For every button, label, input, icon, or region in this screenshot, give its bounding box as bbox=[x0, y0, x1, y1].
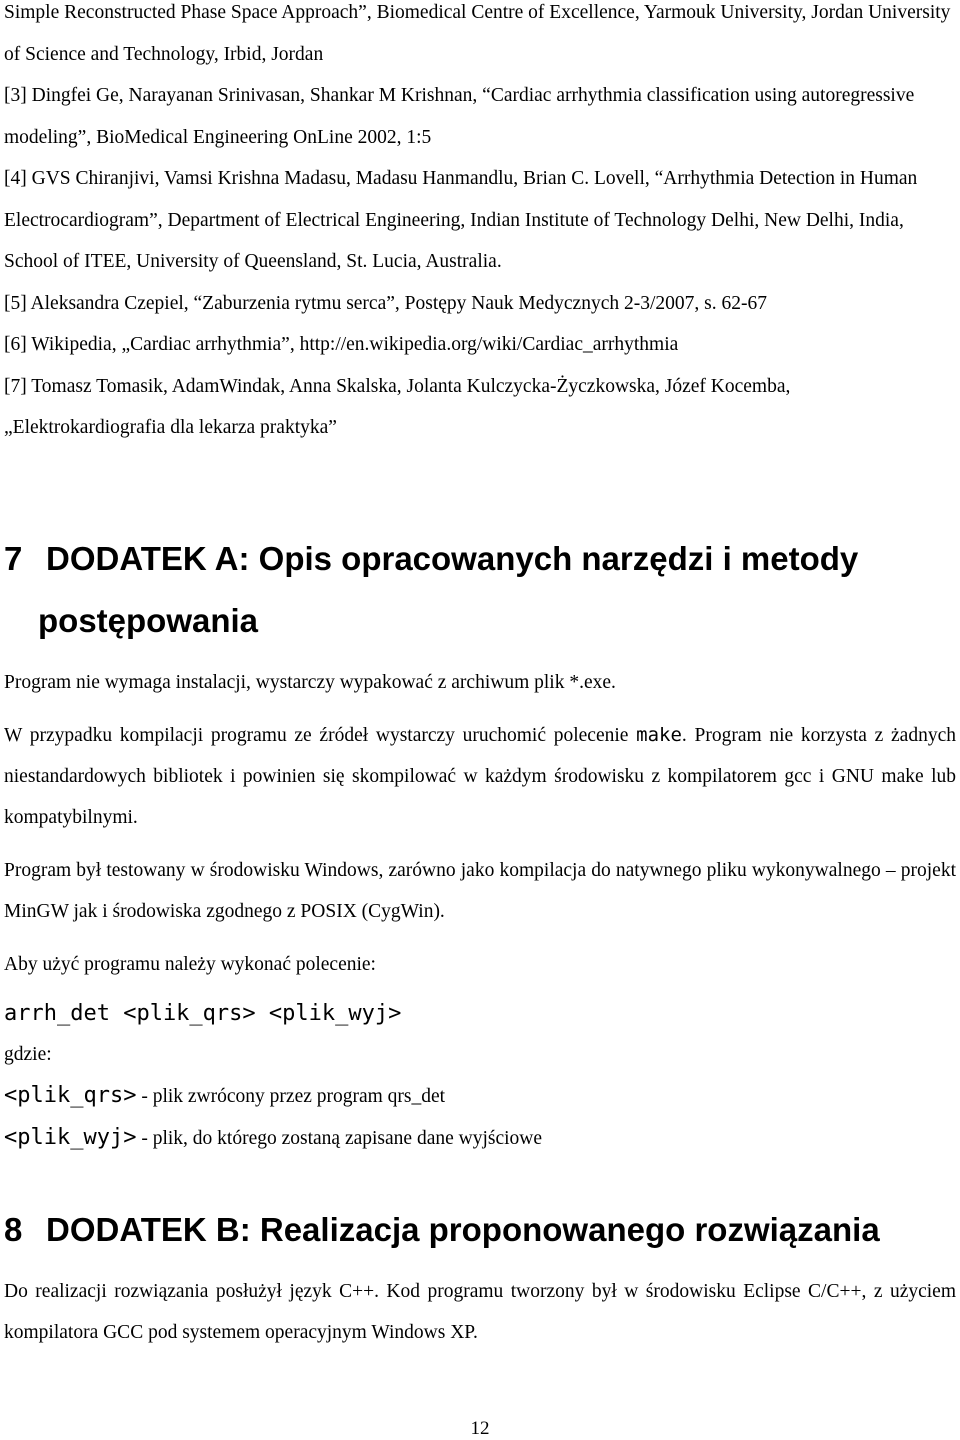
argument-text: - plik, do którego zostaną zapisane dane wyjściowe bbox=[136, 1128, 543, 1149]
section-number: 8 bbox=[4, 1211, 23, 1248]
argument-description bbox=[4, 1117, 956, 1159]
argument-code: <plik_qrs> bbox=[4, 1083, 137, 1108]
reference-item: [4] GVS Chiranjivi, Vamsi Krishna Madasu, Madasu Hanmandlu, Brian C. Lovell, “Arrhythmia Detection in Human Electrocardiogram”, Department of Electrical Engineering, Indian Institute of Technology Delhi, New Delhi, India, School of ITEE, University of Queensland, St. Lucia, Australia. bbox=[4, 168, 918, 272]
section-8-heading bbox=[4, 1199, 956, 1261]
paragraph: Program był testowany w środowisku Windows, zarówno jako kompilacja do natywnego pliku wykonywalnego – projekt MinGW jak i środowiska zgodnego z POSIX (CygWin). bbox=[4, 860, 956, 922]
reference-item: [6] Wikipedia, „Cardiac arrhythmia”, http://en.wikipedia.org/wiki/Cardiac_arrhythmia bbox=[4, 334, 679, 355]
argument-text: - plik zwrócony przez program qrs_det bbox=[136, 1086, 446, 1107]
page-number: 12 bbox=[470, 1418, 490, 1439]
section-7-heading bbox=[4, 528, 956, 652]
paragraph bbox=[4, 715, 956, 838]
inline-code: make bbox=[636, 724, 682, 746]
section-title: DODATEK B: Realizacja proponowanego rozwiązania bbox=[46, 1211, 880, 1248]
paragraph: gdzie: bbox=[4, 1044, 52, 1065]
reference-list bbox=[4, 0, 956, 449]
paragraph-text: W przypadku kompilacji programu ze źródeł wystarczy uruchomić polecenie bbox=[4, 725, 637, 746]
section-7-body bbox=[4, 662, 956, 1159]
paragraph: Aby użyć programu należy wykonać polecenie: bbox=[4, 954, 376, 975]
reference-item: [3] Dingfei Ge, Narayanan Srinivasan, Shankar M Krishnan, “Cardiac arrhythmia classification using autoregressive modeling”, BioMedical Engineering OnLine 2002, 1:5 bbox=[4, 85, 915, 148]
document-page bbox=[4, 0, 956, 1440]
section-7 bbox=[4, 528, 956, 652]
section-8 bbox=[4, 1199, 956, 1353]
paragraph: Do realizacji rozwiązania posłużył język C++. Kod programu tworzony był w środowisku Eclipse C/C++, z użyciem kompilatora GCC pod systemem operacyjnym Windows XP. bbox=[4, 1281, 956, 1343]
paragraph: Program nie wymaga instalacji, wystarczy wypakować z archiwum plik *.exe. bbox=[4, 672, 616, 693]
section-title-line1: DODATEK A: Opis opracowanych narzędzi i metody bbox=[46, 540, 859, 577]
section-title-line2: postępowania bbox=[38, 602, 259, 639]
reference-item: Simple Reconstructed Phase Space Approach”, Biomedical Centre of Excellence, Yarmouk University, Jordan University of Science and Technology, Irbid, Jordan bbox=[4, 2, 951, 65]
section-number: 7 bbox=[4, 540, 23, 577]
argument-code: <plik_wyj> bbox=[4, 1125, 137, 1150]
command-line: arrh_det <plik_qrs> <plik_wyj> bbox=[4, 1001, 402, 1026]
reference-item: [7] Tomasz Tomasik, AdamWindak, Anna Skalska, Jolanta Kulczycka-Życzkowska, Józef Kocemba, „Elektrokardiografia dla lekarza praktyka” bbox=[4, 375, 791, 438]
argument-description bbox=[4, 1075, 956, 1117]
paragraph-text: . Program nie korzysta z żadnych niestandardowych bibliotek i powinien się skompilować w każdym środowisku z kompilatorem gcc i GNU make lub kompatybilnymi. bbox=[4, 725, 956, 828]
reference-item: [5] Aleksandra Czepiel, “Zaburzenia rytmu serca”, Postępy Nauk Medycznych 2-3/2007, s. 62-67 bbox=[4, 292, 767, 314]
